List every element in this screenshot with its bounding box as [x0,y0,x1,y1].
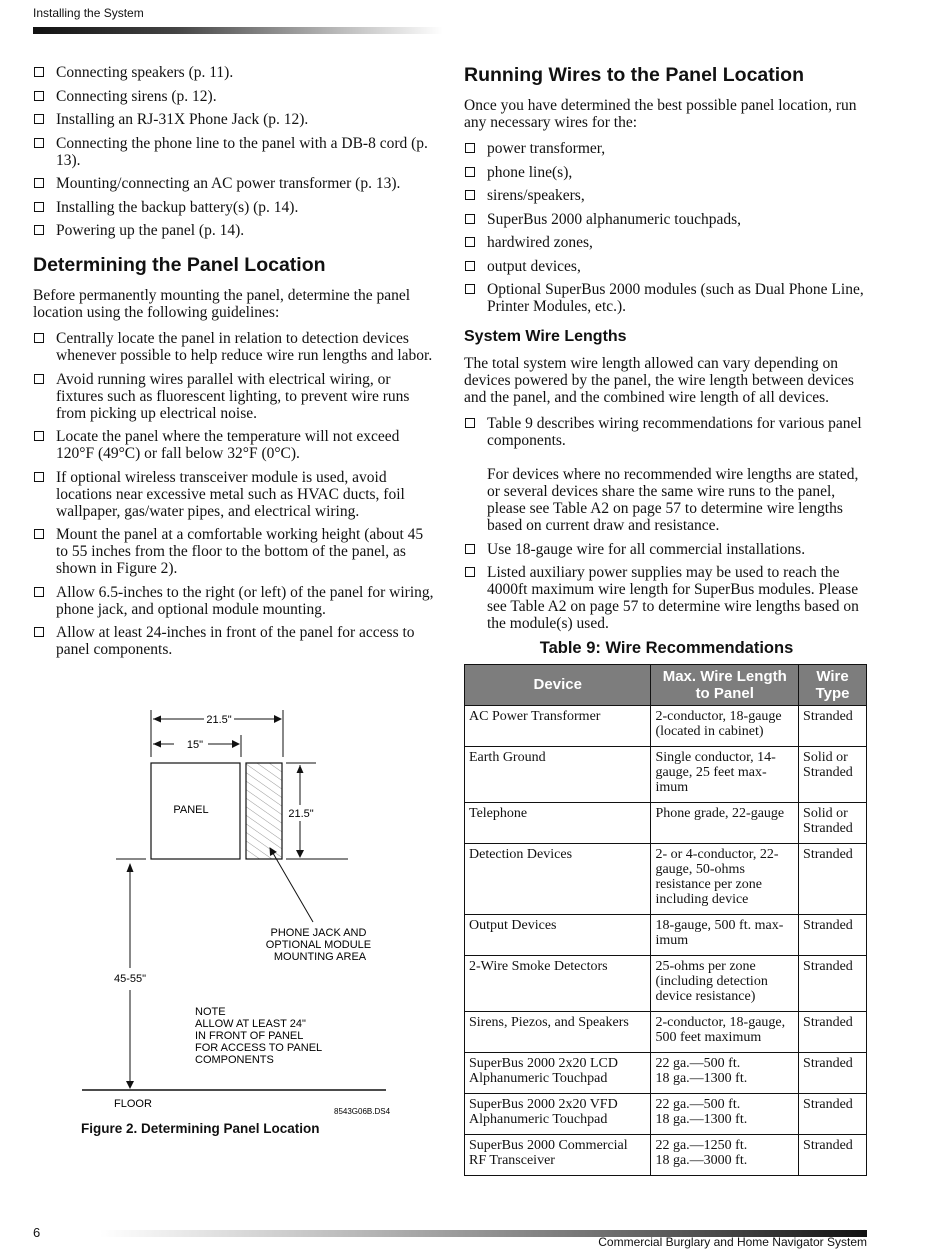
wire-note-item [464,415,869,534]
wire-lengths-intro: The total system wire length allowed can vary depending on devices powered by the panel, the wire length between devices and the panel, and the combined wire length of all devices. [464,355,854,406]
wire-note-extra: For devices where no recommended wire lengths are stated, or several devices share the same wire runs to the panel, please see Table A2 on page 57 to determine wire lengths based on current draw and resistance. [487,466,859,534]
table-cell: Solid or Stranded [799,802,867,843]
figure-code: 8543G06B.DS4 [334,1107,391,1116]
table-header-row [465,664,867,705]
table-row [465,843,867,914]
checklist-item: Mounting/connecting an AC power transformer (p. 13). [33,175,438,192]
figure-caption: Figure 2. Determining Panel Location [81,1121,320,1136]
table-cell: Solid or Stranded [799,746,867,802]
guideline-item: Avoid running wires parallel with electrical wiring, or fixtures such as fluorescent lighting, to prevent wire runs from picking up electrical noise. [33,371,438,422]
table-cell: Stranded [799,1052,867,1093]
table-row [465,802,867,843]
table-row [465,1011,867,1052]
running-wires-heading: Running Wires to the Panel Location [464,64,805,86]
wire-note-text: Table 9 describes wiring recommendations for various panel components. [487,415,862,449]
table-cell: Output Devices [465,914,651,955]
dim-panel-width-label: 15" [186,739,204,751]
access-note [195,1006,325,1066]
table-title: Table 9: Wire Recommendations [539,638,794,657]
floor-height-label: 45-55" [113,973,147,985]
table-row [465,746,867,802]
panel-location-diagram [20,700,420,1120]
table-cell: Single conductor, 14-gauge, 25 feet max-imum [651,746,799,802]
table-row [465,914,867,955]
right-column [464,64,869,1176]
task-checklist [33,64,438,239]
checklist-item: Connecting sirens (p. 12). [33,88,438,105]
left-column [33,64,438,665]
table-cell: SuperBus 2000 Commercial RF Transceiver [465,1134,651,1175]
wire-run-list [464,140,869,315]
note-line-3: IN FRONT OF PANEL [195,1030,303,1042]
wire-note-item [464,564,869,632]
panel-label: PANEL [173,804,209,816]
table-cell: Stranded [799,705,867,746]
running-wires-intro: Once you have determined the best possible panel location, run any necessary wires for the: [464,97,857,131]
table-cell: 2-Wire Smoke Detectors [465,955,651,1011]
guideline-item: Allow at least 24-inches in front of the panel for access to panel components. [33,624,438,658]
wire-recommendations-table [464,664,867,1176]
dim-arrowhead [297,765,304,773]
table-cell: 22 ga.—500 ft. 18 ga.—1300 ft. [651,1052,799,1093]
table-header-cell: Wire Type [799,664,867,705]
table-row [465,1093,867,1134]
running-header: Installing the System [33,6,144,20]
guideline-item: Mount the panel at a comfortable working height (about 45 to 55 inches from the floor to the bottom of the panel, as shown in Figure 2). [33,526,438,577]
guideline-item: Locate the panel where the temperature will not exceed 120°F (49°C) or fall below 32°F (0°C). [33,428,438,462]
table-cell: Stranded [799,843,867,914]
mounting-area-box [246,763,282,859]
wire-notes-list [464,415,869,632]
table-row [465,1134,867,1175]
wire-run-item: phone line(s), [464,164,869,181]
table-cell: 2-conductor, 18-gauge (located in cabinet) [651,705,799,746]
dim-height-label: 21.5" [288,808,314,820]
table-cell: 18-gauge, 500 ft. max-imum [651,914,799,955]
table-cell: Telephone [465,802,651,843]
table-cell: 2-conductor, 18-gauge, 500 feet maximum [651,1011,799,1052]
table-cell: Sirens, Piezos, and Speakers [465,1011,651,1052]
wire-run-item: power transformer, [464,140,869,157]
table-cell: 22 ga.—500 ft. 18 ga.—1300 ft. [651,1093,799,1134]
checklist-item: Installing the backup battery(s) (p. 14). [33,199,438,216]
table-row [465,955,867,1011]
guideline-item: Allow 6.5-inches to the right (or left) of the panel for wiring, phone jack, and optional module mounting. [33,584,438,618]
jack-label [266,927,374,963]
wire-run-item: SuperBus 2000 alphanumeric touchpads, [464,211,869,228]
guideline-item: Centrally locate the panel in relation to detection devices whenever possible to help reduce wire run lengths and labor. [33,330,438,364]
dim-arrowhead [127,863,134,872]
note-line-5: COMPONENTS [195,1054,274,1066]
table-cell: Stranded [799,914,867,955]
dim-arrowhead [153,741,161,748]
wire-run-item: output devices, [464,258,869,275]
dim-arrowhead [153,716,161,723]
wire-run-item: Optional SuperBus 2000 modules (such as Dual Phone Line, Printer Modules, etc.). [464,281,869,315]
floor-label: FLOOR [114,1098,152,1110]
table-header-cell: Max. Wire Length to Panel [651,664,799,705]
panel-location-intro: Before permanently mounting the panel, determine the panel location using the following guidelines: [33,287,411,321]
guideline-list [33,330,438,658]
wire-note-item [464,541,869,558]
wire-note-text: Use 18-gauge wire for all commercial installations. [487,540,806,558]
table-cell: SuperBus 2000 2x20 LCD Alphanumeric Touchpad [465,1052,651,1093]
note-line-2: ALLOW AT LEAST 24" [195,1018,306,1030]
jack-label-line-1: PHONE JACK AND [270,927,367,939]
jack-label-line-2: OPTIONAL MODULE [265,939,372,951]
table-cell: 22 ga.—1250 ft. 18 ga.—3000 ft. [651,1134,799,1175]
checklist-item: Connecting the phone line to the panel with a DB-8 cord (p. 13). [33,135,438,169]
table-cell: Stranded [799,1093,867,1134]
dim-total-width-label: 21.5" [206,714,232,726]
wire-run-item: hardwired zones, [464,234,869,251]
header-rule [33,27,443,34]
table-cell: Detection Devices [465,843,651,914]
wire-run-item: sirens/speakers, [464,187,869,204]
table-cell: Stranded [799,955,867,1011]
table-row [465,705,867,746]
panel-location-heading: Determining the Panel Location [33,254,326,276]
footer-title: Commercial Burglary and Home Navigator System [598,1235,867,1249]
table-header-cell: Device [465,664,651,705]
checklist-item: Installing an RJ-31X Phone Jack (p. 12). [33,111,438,128]
guideline-item: If optional wireless transceiver module is used, avoid locations near excessive metal such as HVAC ducts, foil wallpaper, gas/water pipes, and electrical wiring. [33,469,438,520]
table-cell: Earth Ground [465,746,651,802]
table-cell: 25-ohms per zone (including detection device resistance) [651,955,799,1011]
note-line-4: FOR ACCESS TO PANEL [195,1042,322,1054]
table-row [465,1052,867,1093]
table-cell: SuperBus 2000 2x20 VFD Alphanumeric Touchpad [465,1093,651,1134]
checklist-item: Connecting speakers (p. 11). [33,64,438,81]
table-cell: 2- or 4-conductor, 22-gauge, 50-ohms resistance per zone including device [651,843,799,914]
jack-label-line-3: MOUNTING AREA [273,951,367,963]
page-number: 6 [33,1225,41,1240]
note-line-1: NOTE [195,1006,226,1018]
wire-lengths-heading: System Wire Lengths [464,328,627,345]
table-cell: Phone grade, 22-gauge [651,802,799,843]
table-cell: Stranded [799,1134,867,1175]
wire-note-text: Listed auxiliary power supplies may be used to reach the 4000ft maximum wire length for SuperBus modules. Please see Table A2 on page 57 to determine wire lengths based on the module(s) used. [487,564,859,632]
table-cell: AC Power Transformer [465,705,651,746]
checklist-item: Powering up the panel (p. 14). [33,222,438,239]
table-cell: Stranded [799,1011,867,1052]
